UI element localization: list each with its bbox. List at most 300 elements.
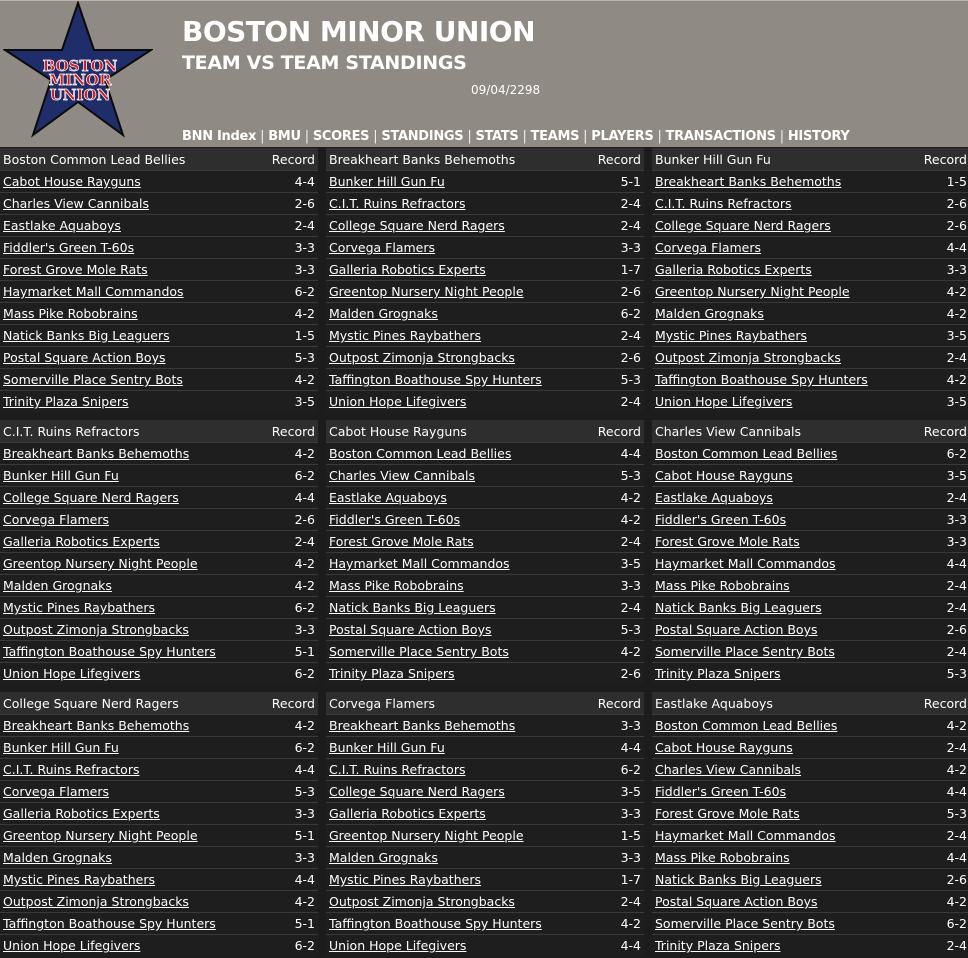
opponent-link[interactable]: Charles View Cannibals	[655, 762, 802, 777]
table-row	[326, 846, 644, 868]
opponent-link[interactable]: Somerville Place Sentry Bots	[329, 644, 509, 659]
opponent-link[interactable]: C.I.T. Ruins Refractors	[3, 762, 140, 777]
table-row	[326, 442, 644, 464]
table-row	[652, 758, 968, 780]
nav-separator: |	[467, 129, 472, 144]
record-value: 4-4	[294, 490, 315, 505]
table-row	[326, 868, 644, 890]
record-value: 2-4	[620, 600, 641, 615]
team-standings-table	[326, 420, 644, 684]
opponent-link[interactable]: Natick Banks Big Leaguers	[329, 600, 496, 615]
opponent-link[interactable]: Outpost Zimonja Strongbacks	[3, 894, 189, 909]
opponent-link[interactable]: Eastlake Aquaboys	[3, 218, 121, 233]
opponent-link[interactable]: Corvega Flamers	[329, 240, 436, 255]
record-value: 3-5	[946, 394, 967, 409]
record-value: 3-3	[620, 240, 641, 255]
opponent-link[interactable]: Galleria Robotics Experts	[329, 262, 486, 277]
table-row	[0, 464, 318, 486]
opponent-link[interactable]: Fiddler's Green T-60s	[3, 240, 135, 255]
bmu-star-logo[interactable]	[3, 1, 153, 139]
table-row	[652, 890, 968, 912]
record-value: 5-3	[946, 806, 967, 821]
opponent-link[interactable]: Forest Grove Mole Rats	[3, 262, 148, 277]
nav-separator: |	[260, 129, 265, 144]
record-value: 3-5	[620, 556, 641, 571]
opponent-link[interactable]: Union Hope Lifegivers	[3, 666, 141, 681]
logo-text-line-3: UNION	[49, 86, 111, 104]
opponent-link[interactable]: Charles View Cannibals	[329, 468, 476, 483]
table-row	[0, 802, 318, 824]
record-value: 2-6	[294, 196, 315, 211]
record-value: 5-3	[620, 468, 641, 483]
table-row	[0, 258, 318, 280]
opponent-link[interactable]: Breakheart Banks Behemoths	[329, 718, 516, 733]
table-row	[0, 508, 318, 530]
record-value: 2-4	[946, 350, 967, 365]
nav-link-players[interactable]: PLAYERS	[591, 129, 654, 144]
table-row	[652, 618, 968, 640]
record-value: 4-2	[294, 894, 315, 909]
opponent-link[interactable]: Boston Common Lead Bellies	[655, 718, 838, 733]
record-value: 4-2	[620, 490, 641, 505]
opponent-link[interactable]: Somerville Place Sentry Bots	[655, 916, 835, 931]
team-name: College Square Nerd Ragers	[3, 695, 179, 711]
record-value: 6-2	[294, 468, 315, 483]
opponent-link[interactable]: Breakheart Banks Behemoths	[3, 718, 190, 733]
record-value: 3-5	[946, 328, 967, 343]
main-nav	[182, 129, 849, 144]
opponent-link[interactable]: Natick Banks Big Leaguers	[655, 600, 822, 615]
record-value: 4-4	[294, 762, 315, 777]
opponent-link[interactable]: Greentop Nursery Night People	[329, 284, 524, 299]
table-row	[0, 934, 318, 956]
record-value: 2-4	[620, 328, 641, 343]
record-value: 2-4	[620, 534, 641, 549]
record-value: 6-2	[294, 938, 315, 953]
opponent-link[interactable]: Haymarket Mall Commandos	[655, 556, 836, 571]
opponent-link[interactable]: Eastlake Aquaboys	[329, 490, 447, 505]
table-row	[652, 192, 968, 214]
nav-separator: |	[373, 129, 378, 144]
opponent-link[interactable]: Mystic Pines Raybathers	[3, 600, 155, 615]
opponent-link[interactable]: Bunker Hill Gun Fu	[3, 468, 119, 483]
nav-link-stats[interactable]: STATS	[475, 129, 519, 144]
record-column-header: Record	[923, 695, 967, 711]
opponent-link[interactable]: Fiddler's Green T-60s	[655, 784, 787, 799]
opponent-link[interactable]: C.I.T. Ruins Refractors	[329, 762, 466, 777]
record-value: 5-3	[294, 784, 315, 799]
table-row	[326, 934, 644, 956]
table-row	[326, 192, 644, 214]
opponent-link[interactable]: Taffington Boathouse Spy Hunters	[3, 916, 216, 931]
record-value: 3-3	[620, 850, 641, 865]
record-value: 6-2	[620, 762, 641, 777]
table-row	[652, 302, 968, 324]
table-row	[0, 368, 318, 390]
record-value: 1-5	[946, 174, 967, 189]
record-value: 2-4	[620, 894, 641, 909]
opponent-link[interactable]: Postal Square Action Boys	[655, 622, 818, 637]
table-row	[652, 236, 968, 258]
opponent-link[interactable]: Union Hope Lifegivers	[3, 938, 141, 953]
table-row	[0, 846, 318, 868]
opponent-link[interactable]: Union Hope Lifegivers	[655, 394, 793, 409]
table-row	[0, 324, 318, 346]
table-row	[652, 868, 968, 890]
opponent-link[interactable]: Cabot House Rayguns	[655, 740, 793, 755]
opponent-link[interactable]: Galleria Robotics Experts	[655, 262, 812, 277]
opponent-link[interactable]: Haymarket Mall Commandos	[3, 284, 184, 299]
record-value: 2-4	[620, 218, 641, 233]
nav-separator: |	[583, 129, 588, 144]
opponent-link[interactable]: Greentop Nursery Night People	[655, 284, 850, 299]
record-value: 6-2	[946, 916, 967, 931]
record-value: 3-3	[294, 622, 315, 637]
table-row	[652, 846, 968, 868]
record-value: 4-2	[620, 644, 641, 659]
nav-link-teams[interactable]: TEAMS	[530, 129, 580, 144]
opponent-link[interactable]: C.I.T. Ruins Refractors	[329, 196, 466, 211]
record-value: 3-3	[946, 262, 967, 277]
nav-link-standings[interactable]: STANDINGS	[381, 129, 464, 144]
table-header	[326, 420, 644, 442]
record-value: 2-6	[620, 666, 641, 681]
team-name: Cabot House Rayguns	[329, 423, 467, 439]
table-row	[652, 824, 968, 846]
opponent-link[interactable]: Malden Grognaks	[3, 850, 112, 865]
table-row	[652, 662, 968, 684]
team-name: C.I.T. Ruins Refractors	[3, 423, 140, 439]
record-value: 2-4	[294, 534, 315, 549]
team-standings-table	[0, 692, 318, 956]
record-value: 3-3	[620, 806, 641, 821]
record-value: 1-7	[620, 872, 641, 887]
record-value: 4-4	[620, 740, 641, 755]
record-value: 5-1	[294, 644, 315, 659]
nav-link-scores[interactable]: SCORES	[312, 129, 370, 144]
table-row	[652, 640, 968, 662]
page-date: 09/04/2298	[471, 83, 541, 97]
opponent-link[interactable]: Union Hope Lifegivers	[329, 394, 467, 409]
team-name: Breakheart Banks Behemoths	[329, 151, 516, 167]
table-row	[0, 236, 318, 258]
table-row	[0, 640, 318, 662]
record-column-header: Record	[271, 695, 315, 711]
table-row	[652, 280, 968, 302]
team-name: Eastlake Aquaboys	[655, 695, 773, 711]
record-value: 5-3	[620, 622, 641, 637]
opponent-link[interactable]: Mass Pike Robobrains	[655, 578, 790, 593]
opponent-link[interactable]: Corvega Flamers	[655, 240, 762, 255]
record-value: 2-4	[946, 490, 967, 505]
opponent-link[interactable]: Taffington Boathouse Spy Hunters	[3, 644, 216, 659]
opponent-link[interactable]: Postal Square Action Boys	[655, 894, 818, 909]
opponent-link[interactable]: Galleria Robotics Experts	[3, 534, 160, 549]
record-value: 4-2	[946, 372, 967, 387]
table-row	[326, 280, 644, 302]
opponent-link[interactable]: Haymarket Mall Commandos	[329, 556, 510, 571]
opponent-link[interactable]: Mystic Pines Raybathers	[329, 328, 481, 343]
table-row	[652, 574, 968, 596]
table-row	[326, 214, 644, 236]
record-value: 5-1	[620, 174, 641, 189]
nav-link-bmu[interactable]: BMU	[268, 129, 301, 144]
table-row	[0, 736, 318, 758]
record-value: 2-4	[946, 578, 967, 593]
opponent-link[interactable]: Natick Banks Big Leaguers	[3, 328, 170, 343]
table-row	[0, 868, 318, 890]
table-header	[652, 148, 968, 170]
team-standings-table	[652, 420, 968, 684]
opponent-link[interactable]: Mass Pike Robobrains	[655, 850, 790, 865]
record-value: 2-6	[946, 622, 967, 637]
opponent-link[interactable]: Malden Grognaks	[3, 578, 112, 593]
team-standings-table	[326, 148, 644, 412]
table-row	[652, 934, 968, 956]
opponent-link[interactable]: Outpost Zimonja Strongbacks	[329, 350, 515, 365]
opponent-link[interactable]: Natick Banks Big Leaguers	[655, 872, 822, 887]
opponent-link[interactable]: C.I.T. Ruins Refractors	[655, 196, 792, 211]
opponent-link[interactable]: College Square Nerd Ragers	[655, 218, 831, 233]
opponent-link[interactable]: Forest Grove Mole Rats	[655, 534, 800, 549]
nav-link-bnn-index[interactable]: BNN Index	[182, 129, 257, 144]
record-value: 2-4	[946, 828, 967, 843]
page-title: TEAM VS TEAM STANDINGS	[182, 52, 467, 74]
table-row	[326, 302, 644, 324]
opponent-link[interactable]: Outpost Zimonja Strongbacks	[655, 350, 841, 365]
record-value: 2-6	[294, 512, 315, 527]
table-row	[0, 486, 318, 508]
opponent-link[interactable]: Haymarket Mall Commandos	[655, 828, 836, 843]
table-row	[652, 596, 968, 618]
table-header	[326, 148, 644, 170]
table-header	[652, 420, 968, 442]
table-row	[326, 714, 644, 736]
opponent-link[interactable]: Corvega Flamers	[3, 512, 110, 527]
opponent-link[interactable]: Corvega Flamers	[3, 784, 110, 799]
opponent-link[interactable]: Taffington Boathouse Spy Hunters	[655, 372, 868, 387]
nav-separator: |	[522, 129, 527, 144]
record-value: 2-4	[294, 218, 315, 233]
opponent-link[interactable]: Trinity Plaza Snipers	[655, 938, 781, 953]
nav-link-transactions[interactable]: TRANSACTIONS	[665, 129, 776, 144]
record-value: 4-4	[294, 174, 315, 189]
record-value: 5-1	[294, 916, 315, 931]
record-column-header: Record	[923, 423, 967, 439]
table-row	[0, 890, 318, 912]
table-row	[326, 912, 644, 934]
record-value: 4-4	[946, 784, 967, 799]
opponent-link[interactable]: Mystic Pines Raybathers	[655, 328, 807, 343]
team-name: Corvega Flamers	[329, 695, 436, 711]
record-value: 3-3	[294, 262, 315, 277]
record-value: 2-6	[946, 872, 967, 887]
table-row	[326, 736, 644, 758]
record-value: 4-2	[620, 512, 641, 527]
opponent-link[interactable]: Outpost Zimonja Strongbacks	[329, 894, 515, 909]
table-row	[326, 596, 644, 618]
record-value: 3-3	[946, 512, 967, 527]
table-row	[652, 464, 968, 486]
team-standings-table	[326, 692, 644, 956]
table-row	[326, 552, 644, 574]
record-column-header: Record	[271, 423, 315, 439]
opponent-link[interactable]: Boston Common Lead Bellies	[329, 446, 512, 461]
table-row	[652, 324, 968, 346]
record-value: 3-5	[294, 394, 315, 409]
opponent-link[interactable]: College Square Nerd Ragers	[3, 490, 179, 505]
opponent-link[interactable]: Mass Pike Robobrains	[329, 578, 464, 593]
opponent-link[interactable]: Bunker Hill Gun Fu	[3, 740, 119, 755]
team-name: Bunker Hill Gun Fu	[655, 151, 771, 167]
opponent-link[interactable]: Malden Grognaks	[329, 850, 438, 865]
record-value: 6-2	[294, 740, 315, 755]
record-value: 4-2	[946, 894, 967, 909]
table-header	[0, 692, 318, 714]
opponent-link[interactable]: Outpost Zimonja Strongbacks	[3, 622, 189, 637]
opponent-link[interactable]: Cabot House Rayguns	[3, 174, 141, 189]
opponent-link[interactable]: Taffington Boathouse Spy Hunters	[329, 372, 542, 387]
table-header	[326, 692, 644, 714]
record-value: 4-2	[294, 718, 315, 733]
table-row	[652, 530, 968, 552]
opponent-link[interactable]: Mass Pike Robobrains	[3, 306, 138, 321]
record-value: 1-5	[620, 828, 641, 843]
record-value: 4-2	[946, 762, 967, 777]
table-row	[652, 802, 968, 824]
opponent-link[interactable]: College Square Nerd Ragers	[329, 218, 505, 233]
nav-separator: |	[779, 129, 784, 144]
record-value: 5-3	[946, 666, 967, 681]
table-row	[0, 552, 318, 574]
table-header	[652, 692, 968, 714]
opponent-link[interactable]: Postal Square Action Boys	[329, 622, 492, 637]
record-value: 4-2	[294, 556, 315, 571]
opponent-link[interactable]: Greentop Nursery Night People	[329, 828, 524, 843]
opponent-link[interactable]: Breakheart Banks Behemoths	[655, 174, 842, 189]
record-value: 6-2	[620, 306, 641, 321]
table-row	[0, 390, 318, 412]
record-value: 2-4	[946, 938, 967, 953]
opponent-link[interactable]: Greentop Nursery Night People	[3, 556, 198, 571]
opponent-link[interactable]: Galleria Robotics Experts	[329, 806, 486, 821]
opponent-link[interactable]: Galleria Robotics Experts	[3, 806, 160, 821]
record-value: 3-3	[946, 534, 967, 549]
table-row	[652, 258, 968, 280]
opponent-link[interactable]: Somerville Place Sentry Bots	[655, 644, 835, 659]
table-row	[326, 324, 644, 346]
opponent-link[interactable]: Cabot House Rayguns	[655, 468, 793, 483]
record-value: 2-4	[946, 600, 967, 615]
record-value: 4-4	[946, 850, 967, 865]
record-column-header: Record	[271, 151, 315, 167]
record-column-header: Record	[597, 151, 641, 167]
table-row	[326, 758, 644, 780]
table-row	[326, 618, 644, 640]
opponent-link[interactable]: Bunker Hill Gun Fu	[329, 740, 445, 755]
record-value: 3-5	[946, 468, 967, 483]
table-row	[326, 486, 644, 508]
table-row	[652, 442, 968, 464]
record-value: 3-3	[620, 718, 641, 733]
table-row	[326, 780, 644, 802]
opponent-link[interactable]: Malden Grognaks	[329, 306, 438, 321]
record-value: 4-4	[946, 240, 967, 255]
table-row	[0, 596, 318, 618]
opponent-link[interactable]: Malden Grognaks	[655, 306, 764, 321]
record-value: 1-5	[294, 328, 315, 343]
opponent-link[interactable]: Mystic Pines Raybathers	[329, 872, 481, 887]
header-banner	[0, 0, 968, 147]
table-row	[326, 802, 644, 824]
table-header	[0, 420, 318, 442]
table-row	[0, 714, 318, 736]
opponent-link[interactable]: Trinity Plaza Snipers	[3, 394, 129, 409]
table-row	[326, 508, 644, 530]
opponent-link[interactable]: Trinity Plaza Snipers	[329, 666, 455, 681]
table-row	[326, 368, 644, 390]
opponent-link[interactable]: Union Hope Lifegivers	[329, 938, 467, 953]
record-value: 2-6	[946, 196, 967, 211]
table-row	[326, 824, 644, 846]
record-column-header: Record	[597, 695, 641, 711]
record-value: 3-5	[620, 784, 641, 799]
opponent-link[interactable]: Forest Grove Mole Rats	[655, 806, 800, 821]
opponent-link[interactable]: Boston Common Lead Bellies	[655, 446, 838, 461]
opponent-link[interactable]: Charles View Cannibals	[3, 196, 150, 211]
opponent-link[interactable]: Somerville Place Sentry Bots	[3, 372, 183, 387]
opponent-link[interactable]: Fiddler's Green T-60s	[655, 512, 787, 527]
team-standings-table	[0, 148, 318, 412]
record-column-header: Record	[923, 151, 967, 167]
table-row	[326, 236, 644, 258]
table-row	[326, 170, 644, 192]
record-value: 4-2	[294, 306, 315, 321]
opponent-link[interactable]: Postal Square Action Boys	[3, 350, 166, 365]
opponent-link[interactable]: Mystic Pines Raybathers	[3, 872, 155, 887]
record-value: 4-2	[294, 578, 315, 593]
record-column-header: Record	[597, 423, 641, 439]
opponent-link[interactable]: College Square Nerd Ragers	[329, 784, 505, 799]
table-row	[0, 346, 318, 368]
table-row	[326, 390, 644, 412]
opponent-link[interactable]: Bunker Hill Gun Fu	[329, 174, 445, 189]
nav-link-history[interactable]: HISTORY	[787, 129, 850, 144]
opponent-link[interactable]: Fiddler's Green T-60s	[329, 512, 461, 527]
opponent-link[interactable]: Trinity Plaza Snipers	[655, 666, 781, 681]
table-row	[0, 758, 318, 780]
opponent-link[interactable]: Breakheart Banks Behemoths	[3, 446, 190, 461]
table-row	[0, 780, 318, 802]
record-value: 5-1	[294, 828, 315, 843]
table-row	[326, 890, 644, 912]
record-value: 2-6	[946, 218, 967, 233]
table-row	[652, 508, 968, 530]
table-row	[652, 736, 968, 758]
opponent-link[interactable]: Forest Grove Mole Rats	[329, 534, 474, 549]
record-value: 3-3	[294, 240, 315, 255]
opponent-link[interactable]: Eastlake Aquaboys	[655, 490, 773, 505]
table-row	[326, 346, 644, 368]
record-value: 2-4	[946, 644, 967, 659]
record-value: 3-3	[620, 578, 641, 593]
opponent-link[interactable]: Taffington Boathouse Spy Hunters	[329, 916, 542, 931]
team-name: Charles View Cannibals	[655, 423, 802, 439]
team-standings-table	[652, 692, 968, 956]
table-row	[326, 662, 644, 684]
table-row	[0, 824, 318, 846]
opponent-link[interactable]: Greentop Nursery Night People	[3, 828, 198, 843]
